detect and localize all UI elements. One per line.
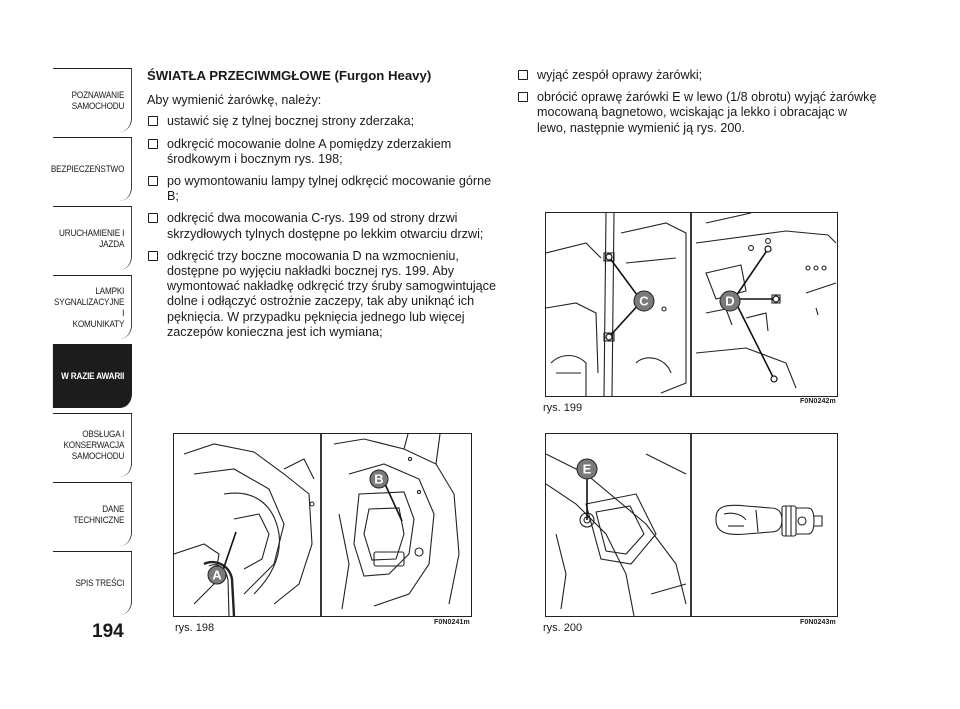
- figure-200-drawing: [546, 434, 837, 616]
- figure-200: [545, 433, 838, 617]
- list-item: obrócić oprawę żarówki E w lewo (1/8 obrotu) wyjąć żarówkę mocowaną bagnetowo, wciskając ja lekko i obracając w lewo, następnie wymienić ją rys. 200.: [517, 90, 877, 136]
- svg-text:E: E: [582, 461, 592, 477]
- callout-c-icon: [634, 291, 654, 311]
- checkbox-bullet-icon: [148, 116, 158, 126]
- tab-dane-techniczne[interactable]: [53, 482, 132, 546]
- tab-label: POZNAWANIE SAMOCHODU: [71, 89, 125, 112]
- tab-label: OBSŁUGA I KONSERWACJA SAMOCHODU: [63, 429, 125, 462]
- figure-200-caption: rys. 200: [543, 622, 583, 634]
- tab-uruchamienie-i-jazda[interactable]: [53, 206, 132, 270]
- instruction-list: [147, 114, 499, 340]
- list-item: wyjąć zespół oprawy żarówki;: [517, 68, 877, 83]
- svg-text:C: C: [639, 293, 649, 309]
- tab-label: SPIS TREŚCI: [75, 578, 125, 589]
- checkbox-bullet-icon: [148, 176, 158, 186]
- tab-spis-tresci[interactable]: [53, 551, 132, 615]
- callout-a-icon: [208, 566, 226, 584]
- list-item: odkręcić mocowanie dolne A pomiędzy zderzakiem środkowym i bocznym rys. 198;: [147, 137, 499, 167]
- right-text-column: [517, 68, 877, 143]
- checkbox-bullet-icon: [518, 92, 528, 102]
- callout-d-icon: [720, 291, 740, 311]
- checkbox-bullet-icon: [148, 213, 158, 223]
- intro-text: Aby wymienić żarówkę, należy:: [147, 93, 322, 108]
- page-number: 194: [92, 621, 124, 642]
- checkbox-bullet-icon: [518, 70, 528, 80]
- figure-198-caption: rys. 198: [175, 622, 215, 634]
- left-text-column: [147, 68, 499, 347]
- tab-label: W RAZIE AWARII: [61, 371, 125, 382]
- tab-label: LAMPKI SYGNALIZACYJNE I KOMUNIKATY: [54, 285, 125, 330]
- checkbox-bullet-icon: [148, 251, 158, 261]
- section-heading: ŚWIATŁA PRZECIWMGŁOWE (Furgon Heavy): [147, 68, 432, 83]
- list-item: odkręcić trzy boczne mocowania D na wzmocnieniu, dostępne po wyjęciu nakładki bocznej rys. 199. Aby wymontować nakładkę odkręcić trzy śruby samogwintujące dolne i odłączyć ostrożnie zaczepy, tak aby uniknąć ich pęknięcia. W przypadku pęknięcia jednego lub więcej zaczepów konieczna jest ich wymiana;: [147, 249, 499, 340]
- figure-200-code: F0N0243m: [800, 619, 836, 626]
- figure-198: [173, 433, 472, 617]
- tab-w-razie-awarii[interactable]: [53, 344, 132, 408]
- figure-198-code: F0N0241m: [434, 619, 470, 626]
- svg-text:D: D: [725, 293, 735, 309]
- figure-199-caption: rys. 199: [543, 402, 583, 414]
- figure-199-drawing: [546, 213, 837, 396]
- figure-199-code: F0N0242m: [800, 398, 836, 405]
- callout-b-icon: [370, 470, 388, 488]
- checkbox-bullet-icon: [148, 139, 158, 149]
- tab-lampki-sygnalizacyjne[interactable]: [53, 275, 132, 339]
- svg-text:A: A: [212, 567, 222, 583]
- tab-poznawanie-samochodu[interactable]: [53, 68, 132, 132]
- figure-199: [545, 212, 838, 397]
- instruction-list: [517, 68, 877, 136]
- tab-bezpieczenstwo[interactable]: [50, 137, 132, 201]
- list-item: ustawić się z tylnej bocznej strony zderzaka;: [147, 114, 499, 129]
- list-item: po wymontowaniu lampy tylnej odkręcić mocowanie górne B;: [147, 174, 499, 204]
- list-item: odkręcić dwa mocowania C-rys. 199 od strony drzwi skrzydłowych tylnych dostępne po lekkim otwarciu drzwi;: [147, 211, 499, 241]
- svg-text:B: B: [374, 471, 384, 487]
- tab-obsluga-i-konserwacja[interactable]: [53, 413, 132, 477]
- tab-label: BEZPIECZEŃSTWO: [50, 164, 125, 175]
- callout-e-icon: [577, 459, 597, 479]
- figure-198-drawing: [174, 434, 471, 616]
- tab-label: URUCHAMIENIE I JAZDA: [59, 227, 125, 250]
- tab-label: DANE TECHNICZNE: [73, 503, 125, 526]
